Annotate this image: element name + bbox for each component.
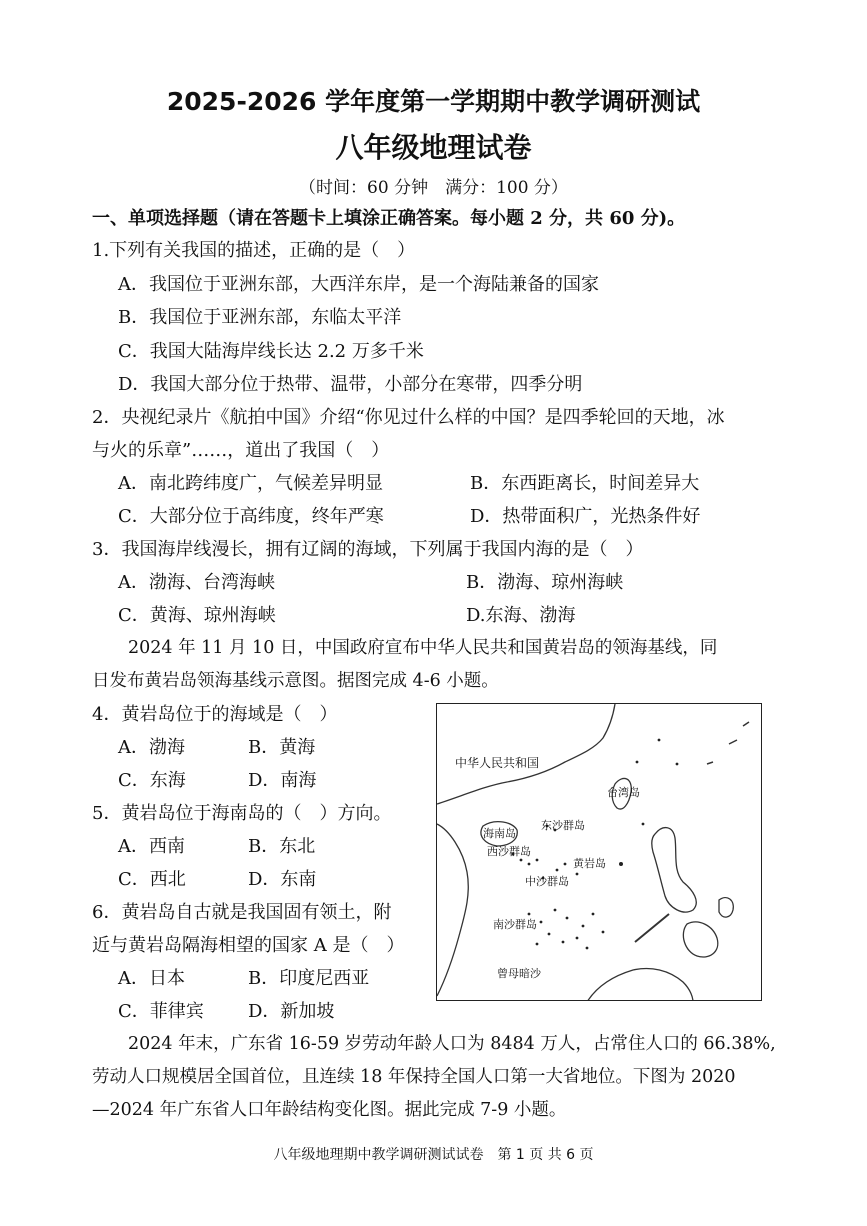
map-label-china: 中华人民共和国 xyxy=(455,756,540,770)
subject-title: 八年级地理试卷 xyxy=(335,131,532,164)
question-5-option-d: D．东南 xyxy=(248,869,317,890)
map-label-huangyan: 黄岩岛 xyxy=(573,857,606,870)
page-footer: 八年级地理期中教学调研测试试卷 第 1 页 共 6 页 xyxy=(273,1147,594,1163)
question-3-option-b: B．渤海、琼州海峡 xyxy=(466,572,624,593)
question-6-option-a: A．日本 xyxy=(118,968,185,989)
question-3-option-a: A．渤海、台湾海峡 xyxy=(118,572,275,593)
question-5-option-b: B．东北 xyxy=(248,836,316,857)
question-1-option-a: A．我国位于亚洲东部，大西洋东岸，是一个海陆兼备的国家 xyxy=(118,274,599,295)
intro-7-9-line2: 劳动人口规模居全国首位，且连续 18 年保持全国人口第一大省地位。下图为 2020 xyxy=(92,1067,736,1087)
question-5-option-a: A．西南 xyxy=(118,836,185,857)
map-label-xisha: 西沙群岛 xyxy=(487,845,531,858)
question-3-stem: 3．我国海岸线漫长，拥有辽阔的海域，下列属于我国内海的是（ ） xyxy=(92,539,644,560)
question-2-stem-line1: 2．央视纪录片《航拍中国》介绍“你见过什么样的中国？是四季轮回的天地，冰 xyxy=(92,407,725,428)
question-6-option-b: B．印度尼西亚 xyxy=(248,968,370,989)
question-1-stem: 1.下列有关我国的描述，正确的是（ ） xyxy=(92,240,416,261)
map-label-zengmu: 曾母暗沙 xyxy=(497,967,541,980)
intro-7-9-line1: 2024 年末，广东省 16-59 岁劳动年龄人口为 8484 万人，占常住人口的 66.38%, xyxy=(128,1034,776,1054)
map-label-hainan: 海南岛 xyxy=(483,827,516,840)
question-6-option-c: C．菲律宾 xyxy=(118,1001,204,1022)
question-5-option-c: C．西北 xyxy=(118,869,186,890)
question-4-stem: 4．黄岩岛位于的海域是（ ） xyxy=(92,704,338,725)
question-3-option-c: C．黄海、琼州海峡 xyxy=(118,605,276,626)
huangyan-island-map xyxy=(436,703,762,1001)
exam-title: 2025-2026 学年度第一学期期中教学调研测试 xyxy=(166,87,701,116)
question-2-option-b: B．东西距离长，时间差异大 xyxy=(470,473,700,494)
question-4-option-d: D．南海 xyxy=(248,770,317,791)
question-5-stem: 5．黄岩岛位于海南岛的（ ）方向。 xyxy=(92,803,392,824)
question-1-option-d: D．我国大部分位于热带、温带，小部分在寒带，四季分明 xyxy=(118,374,583,395)
question-6-stem-line1: 6．黄岩岛自古就是我国固有领土，附 xyxy=(92,902,392,923)
question-4-option-c: C．东海 xyxy=(118,770,186,791)
map-label-taiwan: 台湾岛 xyxy=(607,786,640,799)
question-4-option-b: B．黄海 xyxy=(248,737,316,758)
map-outline xyxy=(437,704,762,1001)
question-1-option-c: C．我国大陆海岸线长达 2.2 万多千米 xyxy=(118,341,424,362)
question-2-option-c: C．大部分位于高纬度，终年严寒 xyxy=(118,506,384,527)
question-1-option-b: B．我国位于亚洲东部，东临太平洋 xyxy=(118,307,402,328)
map-label-zhongsha: 中沙群岛 xyxy=(525,875,569,888)
exam-info: （时间：60 分钟 满分：100 分） xyxy=(299,178,568,198)
question-2-option-a: A．南北跨纬度广，气候差异明显 xyxy=(118,473,383,494)
question-4-option-a: A．渤海 xyxy=(118,737,185,758)
map-label-nansha: 南沙群岛 xyxy=(493,918,537,931)
intro-4-6-line1: 2024 年 11 月 10 日，中国政府宣布中华人民共和国黄岩岛的领海基线，同 xyxy=(128,638,718,658)
section-heading: 一、单项选择题（请在答题卡上填涂正确答案。每小题 2 分，共 60 分)。 xyxy=(92,208,686,229)
question-6-stem-line2: 近与黄岩岛隔海相望的国家 A 是（ ） xyxy=(92,935,405,956)
question-2-stem-line2: 与火的乐章”……，道出了我国（ ） xyxy=(92,440,390,461)
question-3-option-d: D.东海、渤海 xyxy=(466,605,576,626)
intro-7-9-line3: —2024 年广东省人口年龄结构变化图。据此完成 7-9 小题。 xyxy=(92,1100,567,1120)
map-label-dongsha: 东沙群岛 xyxy=(541,819,585,832)
intro-4-6-line2: 日发布黄岩岛领海基线示意图。据图完成 4-6 小题。 xyxy=(92,671,499,691)
question-2-option-d: D．热带面积广，光热条件好 xyxy=(470,506,701,527)
question-6-option-d: D．新加坡 xyxy=(248,1001,335,1022)
